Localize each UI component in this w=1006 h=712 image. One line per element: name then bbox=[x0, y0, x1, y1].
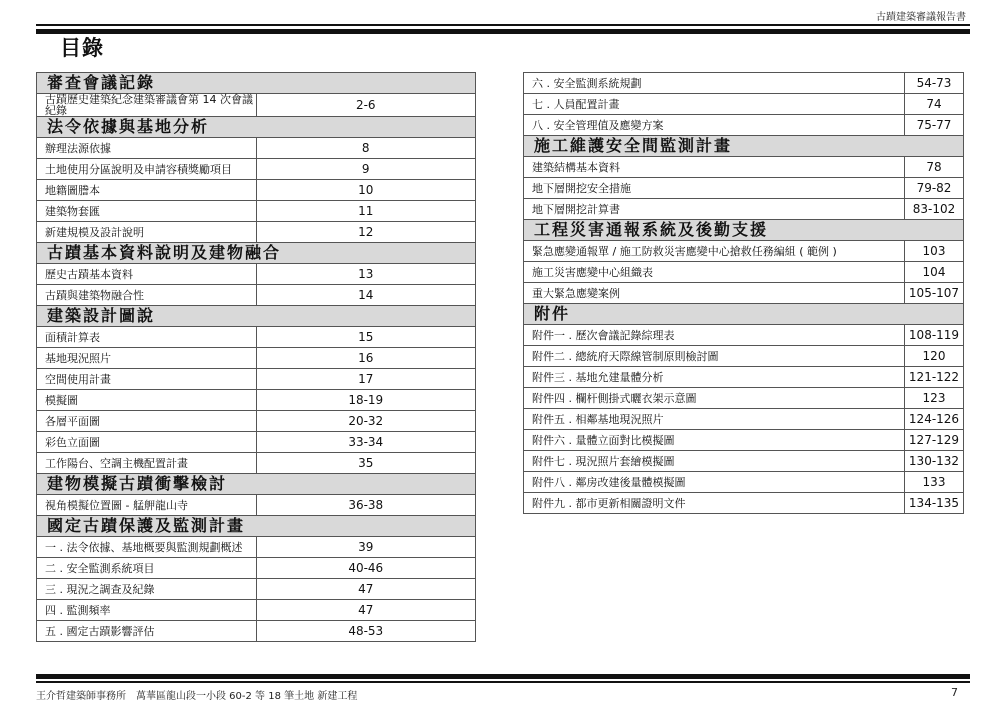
toc-entry-label: 古蹟歷史建築紀念建築審議會第 14 次會議紀錄 bbox=[37, 94, 257, 117]
toc-entry-label: 地下層開挖計算書 bbox=[524, 199, 905, 220]
toc-entry-row bbox=[524, 367, 964, 388]
toc-entry-page: 75-77 bbox=[905, 115, 964, 136]
toc-entry-row bbox=[37, 138, 476, 159]
toc-entry-page: 74 bbox=[905, 94, 964, 115]
toc-entry-label: 附件一 . 歷次會議記錄綜理表 bbox=[524, 325, 905, 346]
toc-entry-page: 17 bbox=[256, 369, 476, 390]
toc-entry-label: 緊急應變通報單 / 施工防救災害應變中心搶救任務編組 ( 範例 ) bbox=[524, 241, 905, 262]
toc-entry-row bbox=[524, 493, 964, 514]
toc-section-title: 法令依據與基地分析 bbox=[37, 117, 476, 138]
toc-entry-page: 130-132 bbox=[905, 451, 964, 472]
toc-entry-page: 103 bbox=[905, 241, 964, 262]
toc-entry-row bbox=[37, 600, 476, 621]
toc-entry-row bbox=[37, 621, 476, 642]
toc-entry-page: 39 bbox=[256, 537, 476, 558]
toc-entry-row bbox=[524, 388, 964, 409]
toc-entry-page: 78 bbox=[905, 157, 964, 178]
toc-entry-label: 三 . 現況之調查及紀錄 bbox=[37, 579, 257, 600]
toc-entry-page: 105-107 bbox=[905, 283, 964, 304]
toc-entry-page: 133 bbox=[905, 472, 964, 493]
toc-entry-row bbox=[524, 262, 964, 283]
toc-section-title: 建物模擬古蹟衝擊檢討 bbox=[37, 474, 476, 495]
toc-entry-page: 134-135 bbox=[905, 493, 964, 514]
toc-section-row bbox=[37, 516, 476, 537]
toc-entry-page: 36-38 bbox=[256, 495, 476, 516]
toc-entry-page: 47 bbox=[256, 579, 476, 600]
toc-entry-row bbox=[37, 369, 476, 390]
toc-entry-row bbox=[37, 537, 476, 558]
toc-entry-label: 附件五 . 相鄰基地現況照片 bbox=[524, 409, 905, 430]
toc-entry-page: 79-82 bbox=[905, 178, 964, 199]
toc-entry-page: 40-46 bbox=[256, 558, 476, 579]
toc-entry-label: 五 . 國定古蹟影響評估 bbox=[37, 621, 257, 642]
toc-entry-page: 54-73 bbox=[905, 73, 964, 94]
toc-entry-label: 附件七 . 現況照片套繪模擬圖 bbox=[524, 451, 905, 472]
toc-entry-row bbox=[37, 432, 476, 453]
toc-entry-page: 123 bbox=[905, 388, 964, 409]
toc-entry-row bbox=[524, 346, 964, 367]
toc-entry-page: 104 bbox=[905, 262, 964, 283]
toc-entry-label: 各層平面圖 bbox=[37, 411, 257, 432]
toc-entry-page: 35 bbox=[256, 453, 476, 474]
toc-entry-label: 七 . 人員配置計畫 bbox=[524, 94, 905, 115]
toc-entry-row bbox=[37, 285, 476, 306]
toc-entry-label: 附件六 . 量體立面對比模擬圖 bbox=[524, 430, 905, 451]
toc-entry-label: 土地使用分區說明及申請容積獎勵項目 bbox=[37, 159, 257, 180]
toc-entry-row bbox=[37, 348, 476, 369]
toc-entry-row bbox=[524, 94, 964, 115]
toc-entry-page: 10 bbox=[256, 180, 476, 201]
toc-entry-row bbox=[37, 327, 476, 348]
toc-entry-label: 附件二 . 總統府天際線管制原則檢討圖 bbox=[524, 346, 905, 367]
toc-section-title: 國定古蹟保護及監測計畫 bbox=[37, 516, 476, 537]
toc-section-row bbox=[524, 136, 964, 157]
toc-section-row bbox=[524, 220, 964, 241]
toc-entry-row bbox=[37, 201, 476, 222]
toc-entry-label: 地下層開挖安全措施 bbox=[524, 178, 905, 199]
toc-entry-row bbox=[524, 325, 964, 346]
footer-rule-thin bbox=[36, 681, 970, 683]
toc-entry-page: 120 bbox=[905, 346, 964, 367]
toc-entry-row bbox=[524, 283, 964, 304]
toc-entry-label: 施工災害應變中心組織表 bbox=[524, 262, 905, 283]
toc-section-row bbox=[37, 306, 476, 327]
toc-entry-row bbox=[37, 495, 476, 516]
toc-entry-page: 33-34 bbox=[256, 432, 476, 453]
toc-entry-label: 彩色立面圖 bbox=[37, 432, 257, 453]
toc-entry-row bbox=[524, 115, 964, 136]
toc-entry-row bbox=[37, 159, 476, 180]
header-title: 古蹟建築審議報告書 bbox=[876, 12, 966, 23]
toc-entry-row bbox=[524, 430, 964, 451]
toc-entry-row bbox=[37, 411, 476, 432]
toc-entry-label: 工作陽台、空調主機配置計畫 bbox=[37, 453, 257, 474]
toc-entry-row bbox=[524, 157, 964, 178]
toc-entry-label: 模擬圖 bbox=[37, 390, 257, 411]
toc-left-column bbox=[36, 72, 476, 642]
toc-entry-page: 14 bbox=[256, 285, 476, 306]
toc-section-row bbox=[37, 117, 476, 138]
toc-entry-label: 建築結構基本資料 bbox=[524, 157, 905, 178]
toc-section-title: 工程災害通報系統及後勤支援 bbox=[524, 220, 964, 241]
toc-section-title: 古蹟基本資料說明及建物融合 bbox=[37, 243, 476, 264]
toc-table-right bbox=[523, 72, 964, 514]
toc-entry-row bbox=[524, 73, 964, 94]
toc-entry-page: 18-19 bbox=[256, 390, 476, 411]
footer-text: 王介哲建築師事務所 萬華區龍山段一小段 60-2 等 18 筆土地 新建工程 bbox=[36, 691, 358, 702]
toc-section-title: 施工維護安全間監測計畫 bbox=[524, 136, 964, 157]
toc-entry-page: 124-126 bbox=[905, 409, 964, 430]
toc-entry-row bbox=[37, 390, 476, 411]
toc-section-row bbox=[37, 243, 476, 264]
toc-entry-row bbox=[524, 409, 964, 430]
toc-entry-page: 83-102 bbox=[905, 199, 964, 220]
toc-entry-label: 視角模擬位置圖 - 艋舺龍山寺 bbox=[37, 495, 257, 516]
header-rule-thick bbox=[36, 29, 970, 34]
toc-entry-label: 附件九 . 都市更新相關證明文件 bbox=[524, 493, 905, 514]
toc-right-column bbox=[523, 72, 964, 514]
toc-entry-row bbox=[37, 94, 476, 117]
toc-entry-label: 面積計算表 bbox=[37, 327, 257, 348]
toc-entry-page: 20-32 bbox=[256, 411, 476, 432]
toc-entry-label: 八 . 安全管理值及應變方案 bbox=[524, 115, 905, 136]
toc-entry-label: 新建規模及設計說明 bbox=[37, 222, 257, 243]
toc-entry-row bbox=[524, 178, 964, 199]
toc-entry-row bbox=[524, 472, 964, 493]
page-title: 目錄 bbox=[60, 36, 104, 60]
toc-entry-page: 12 bbox=[256, 222, 476, 243]
page-number: 7 bbox=[951, 686, 958, 699]
toc-entry-label: 重大緊急應變案例 bbox=[524, 283, 905, 304]
toc-section-row bbox=[524, 304, 964, 325]
toc-entry-label: 空間使用計畫 bbox=[37, 369, 257, 390]
toc-section-title: 附件 bbox=[524, 304, 964, 325]
toc-entry-page: 121-122 bbox=[905, 367, 964, 388]
toc-entry-label: 六 . 安全監測系統規劃 bbox=[524, 73, 905, 94]
toc-table-left bbox=[36, 72, 476, 642]
toc-entry-page: 13 bbox=[256, 264, 476, 285]
toc-entry-page: 2-6 bbox=[256, 94, 476, 117]
toc-entry-page: 48-53 bbox=[256, 621, 476, 642]
toc-entry-page: 9 bbox=[256, 159, 476, 180]
toc-entry-row bbox=[524, 199, 964, 220]
toc-entry-label: 附件三 . 基地允建量體分析 bbox=[524, 367, 905, 388]
toc-entry-label: 一 . 法令依據、基地概要與監測規劃概述 bbox=[37, 537, 257, 558]
toc-entry-row bbox=[37, 579, 476, 600]
toc-entry-page: 47 bbox=[256, 600, 476, 621]
toc-entry-label: 辦理法源依據 bbox=[37, 138, 257, 159]
toc-entry-label: 二 . 安全監測系統項目 bbox=[37, 558, 257, 579]
toc-entry-label: 建築物套匯 bbox=[37, 201, 257, 222]
toc-entry-row bbox=[37, 558, 476, 579]
toc-entry-page: 8 bbox=[256, 138, 476, 159]
toc-entry-page: 16 bbox=[256, 348, 476, 369]
toc-entry-label: 地籍圖謄本 bbox=[37, 180, 257, 201]
toc-entry-page: 108-119 bbox=[905, 325, 964, 346]
header-rule-thin bbox=[36, 24, 970, 26]
toc-entry-row bbox=[524, 451, 964, 472]
toc-entry-label: 歷史古蹟基本資料 bbox=[37, 264, 257, 285]
toc-entry-row bbox=[37, 222, 476, 243]
toc-entry-row bbox=[524, 241, 964, 262]
toc-section-title: 建築設計圖說 bbox=[37, 306, 476, 327]
toc-section-title: 審查會議記錄 bbox=[37, 73, 476, 94]
toc-section-row bbox=[37, 73, 476, 94]
toc-entry-row bbox=[37, 453, 476, 474]
toc-entry-page: 127-129 bbox=[905, 430, 964, 451]
toc-entry-page: 15 bbox=[256, 327, 476, 348]
toc-section-row bbox=[37, 474, 476, 495]
toc-entry-page: 11 bbox=[256, 201, 476, 222]
toc-entry-label: 附件八 . 鄰房改建後量體模擬圖 bbox=[524, 472, 905, 493]
footer-rule-thick bbox=[36, 674, 970, 679]
toc-entry-row bbox=[37, 180, 476, 201]
toc-entry-row bbox=[37, 264, 476, 285]
toc-entry-label: 古蹟與建築物融合性 bbox=[37, 285, 257, 306]
toc-entry-label: 基地現況照片 bbox=[37, 348, 257, 369]
toc-entry-label: 四 . 監測頻率 bbox=[37, 600, 257, 621]
toc-entry-label: 附件四 . 欄杆側掛式曬衣架示意圖 bbox=[524, 388, 905, 409]
